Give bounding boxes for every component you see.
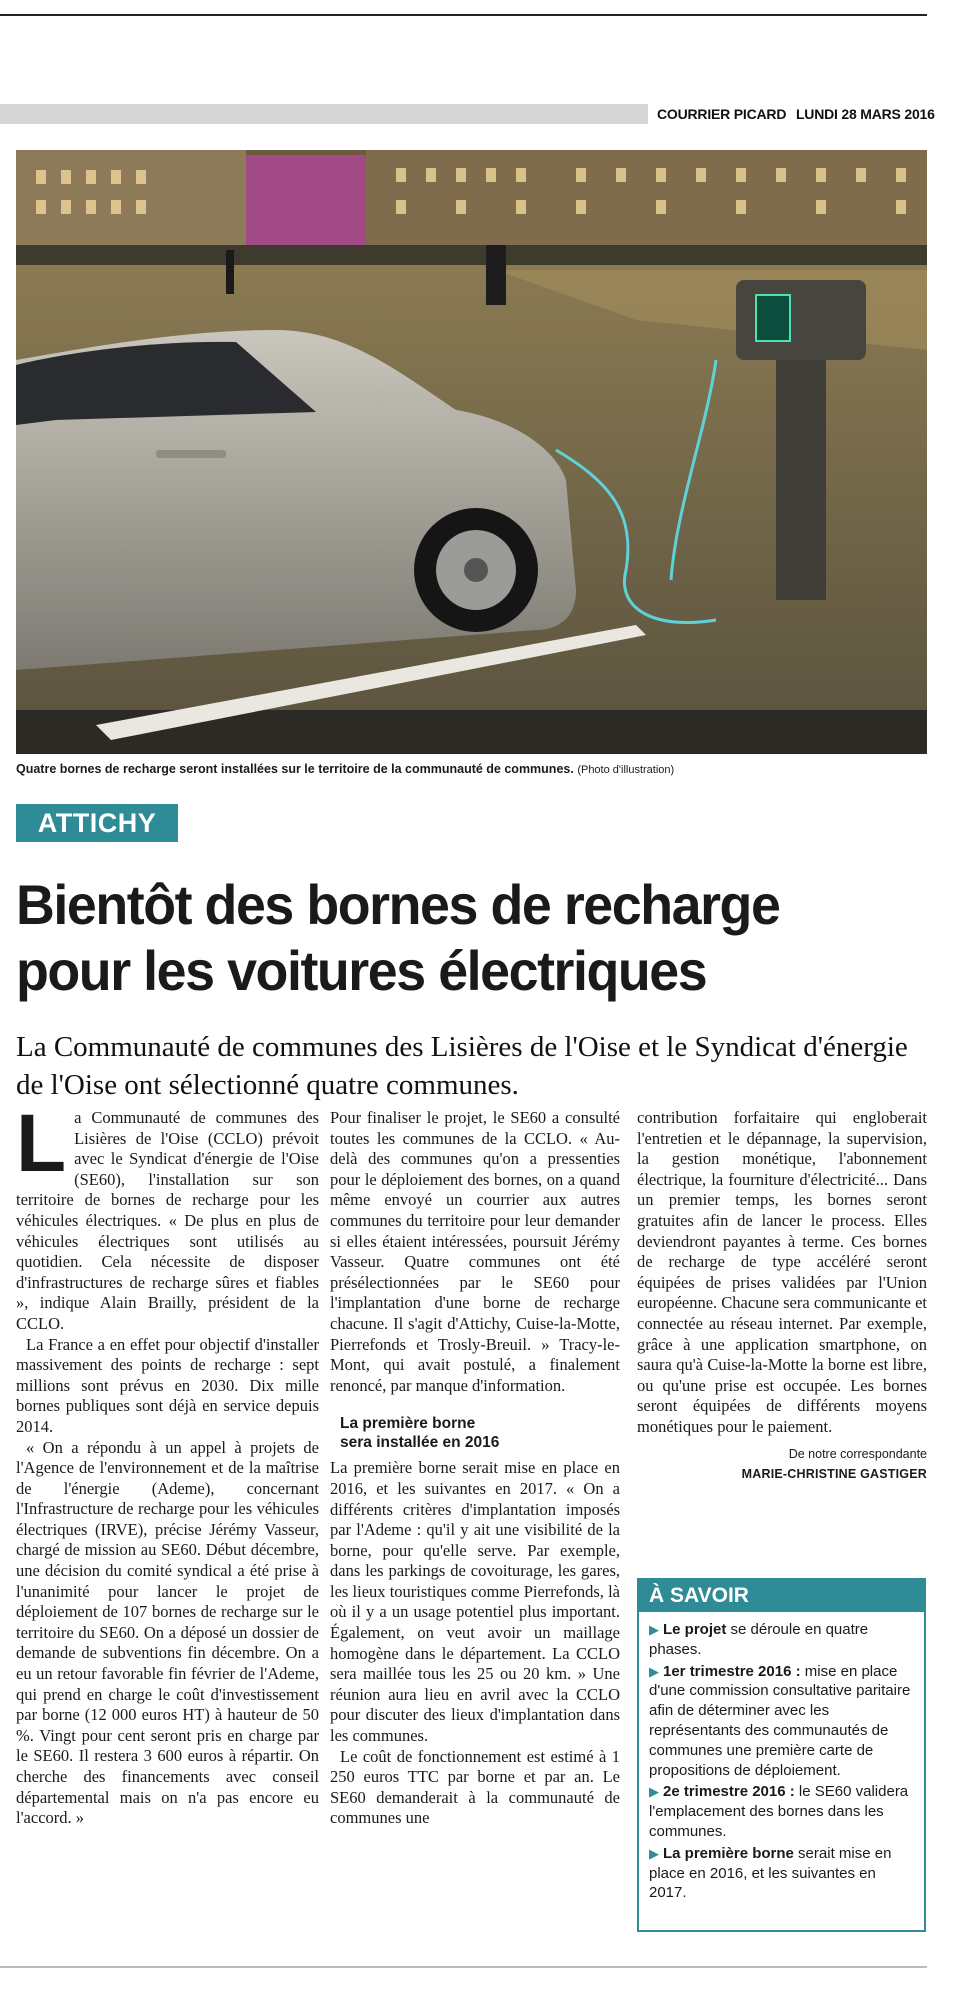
paragraph: La première borne serait mise en place en 2016, et les suivantes en 2017. « On a différents critères d'implantation imposés par l'Ademe : qu'il y ait une visibilité de la borne, pour qu'elle serve. Par exemple, dans les parkings de covoiturage, les gares, les lieux touristiques comme Pierrefonds, là où il y a un usage potentiel plus important. Également, on veut avoir un maillage homogène dans le département. La CCLO sera maillée tous les 25 ou 20 km. » Une réunion aura lieu en avril avec la CCLO pour discuter des lieux d'implantation dans les communes. bbox=[330, 1458, 620, 1746]
subheading-line-1: La première borne bbox=[340, 1415, 476, 1433]
item-lead: 2e trimestre 2016 : bbox=[663, 1783, 795, 1801]
section-kicker: ATTICHY bbox=[16, 804, 178, 842]
body-column-3 bbox=[637, 1108, 927, 1485]
paragraph bbox=[16, 1098, 319, 1335]
item-text: mise en place d'une commission consultative paritaire afin de déterminer avec les représentants des communautés de communes une première carte de propositions de déploiement. bbox=[649, 1662, 911, 1779]
triangle-bullet-icon: ▶ bbox=[649, 1845, 659, 1861]
headline-line-1: Bientôt des bornes de recharge bbox=[16, 873, 780, 936]
a-savoir-title: À SAVOIR bbox=[639, 1580, 924, 1612]
a-savoir-box bbox=[637, 1578, 926, 1932]
headline bbox=[16, 872, 891, 1004]
drop-cap: L bbox=[16, 1098, 67, 1189]
item-lead: La première borne bbox=[663, 1844, 794, 1862]
triangle-bullet-icon: ▶ bbox=[649, 1663, 659, 1679]
paragraph: contribution forfaitaire qui engloberait l'entretien et le dépannage, la supervision, la gestion monétique, l'abonnement électrique, la fourniture d'électricité... Dans un premier temps, les bornes seront gratuites afin de lancer le process. Elles deviendront payantes à terme. Ces bornes de recharge de type accéléré seront équipées de prises validées par l'Union européenne. Chacune sera communicante et connectée au réseau internet. Par exemple, grâce à une application smartphone, on saura qu'à Cuise-la-Motte la borne est libre, ou qu'une prise est occupée. Les bornes seront équipées de différents moyens monétiques pour le paiement. bbox=[637, 1108, 927, 1436]
photo-caption bbox=[16, 758, 927, 780]
header-band bbox=[0, 104, 648, 124]
headline-line-2: pour les voitures électriques bbox=[16, 939, 707, 1002]
subheading bbox=[330, 1414, 620, 1452]
top-rule bbox=[0, 14, 927, 16]
body-column-1 bbox=[16, 1098, 319, 1829]
a-savoir-item bbox=[649, 1620, 914, 1660]
caption-text: Quatre bornes de recharge seront installées sur le territoire de la communauté de communes. bbox=[16, 762, 574, 776]
a-savoir-item bbox=[649, 1662, 914, 1781]
paragraph: Pour finaliser le projet, le SE60 a consulté toutes les communes de la CCLO. « Au-delà des communes qu'on a pressenties pour le déploiement des bornes, on a quand même envoyé un courrier aux autres communes du territoire pour leur demander si elles étaient intéressées, poursuit Jérémy Vasseur. Quatre communes ont été présélectionnées par le SE60 pour l'implantation d'une borne de recharge chacune. Il s'agit d'Attichy, Cuise-la-Motte, Pierrefonds et Trosly-Breuil. » Tracy-le-Mont, qui avait postulé, a finalement renoncé, par manque d'information. bbox=[330, 1108, 620, 1395]
item-text: le SE60 validera l'emplacement des bornes dans les communes. bbox=[649, 1783, 909, 1840]
paragraph: La France a en effet pour objectif d'installer massivement des points de recharge : sept millions sont prévus en 2030. Dix mille bornes publiques sont déjà en service depuis 2014. bbox=[16, 1334, 319, 1436]
paragraph: Le coût de fonctionnement est estimé à 1 250 euros TTC par borne et par an. Le SE60 demanderait à la communauté de communes une bbox=[330, 1746, 620, 1828]
photo-credit: (Photo d'illustration) bbox=[577, 764, 675, 776]
byline-label: De notre correspondante bbox=[788, 1446, 927, 1461]
a-savoir-item bbox=[649, 1844, 914, 1903]
triangle-bullet-icon: ▶ bbox=[649, 1622, 659, 1637]
triangle-bullet-icon: ▶ bbox=[649, 1784, 659, 1800]
body-column-2 bbox=[330, 1108, 620, 1829]
standfirst: La Communauté de communes des Lisières de l'Oise et le Syndicat d'énergie de l'Oise ont sélectionné quatre communes. bbox=[16, 1031, 908, 1101]
item-lead: Le projet bbox=[663, 1621, 727, 1638]
article-photo bbox=[16, 150, 927, 754]
item-text: se déroule en quatre phases. bbox=[649, 1621, 869, 1658]
newspaper-name: COURRIER PICARD bbox=[657, 106, 787, 122]
subheading-line-2: sera installée en 2016 bbox=[340, 1434, 500, 1452]
bottom-rule bbox=[0, 1966, 927, 1968]
page-header bbox=[657, 104, 935, 124]
car-charging-photo bbox=[16, 150, 927, 754]
a-savoir-item bbox=[649, 1782, 914, 1841]
byline-author: MARIE-CHRISTINE GASTIGER bbox=[741, 1467, 927, 1482]
paragraph: « On a répondu à un appel à projets de l'Agence de l'environnement et de la maîtrise de l'énergie (Ademe), concernant l'Infrastructure de recharge pour les véhicules électriques (IRVE), précise Jérémy Vasseur, chargé de mission au SE60. Début décembre, une décision du comité syndical a été prise à l'unanimité pour lancer le projet de déploiement de 107 bornes de recharge sur le territoire du SE60. On a déposé un dossier de demande de subventions fin décembre. On a eu un retour favorable fin février de l'Ademe, qui prend en charge le coût d'investissement par borne (12 000 euros HT) à hauteur de 50 %. Vingt pour cent seront pris en charge par le SE60. Il restera 3 600 euros à répartir. On cherche des financements avec conseil départemental mais on n'a pas encore eu l'accord. » bbox=[16, 1437, 319, 1828]
paragraph-text: a Communauté de communes des Lisières de l'Oise (CCLO) prévoit avec le Syndicat d'énergie de l'Oise (SE60), l'installation sur son territoire de bornes de recharge pour les véhicules électriques. « De plus en plus de véhicules électriques sont utilisés au quotidien. Cela nécessite de disposer d'infrastructures de recharge sûres et fiables », indique Alain Brailly, président de la CCLO. bbox=[16, 1108, 319, 1333]
item-lead: 1er trimestre 2016 : bbox=[663, 1662, 801, 1680]
a-savoir-list bbox=[639, 1612, 924, 1913]
issue-date: LUNDI 28 MARS 2016 bbox=[795, 106, 935, 122]
item-text: serait mise en place en 2016, et les suivantes en 2017. bbox=[649, 1844, 892, 1902]
